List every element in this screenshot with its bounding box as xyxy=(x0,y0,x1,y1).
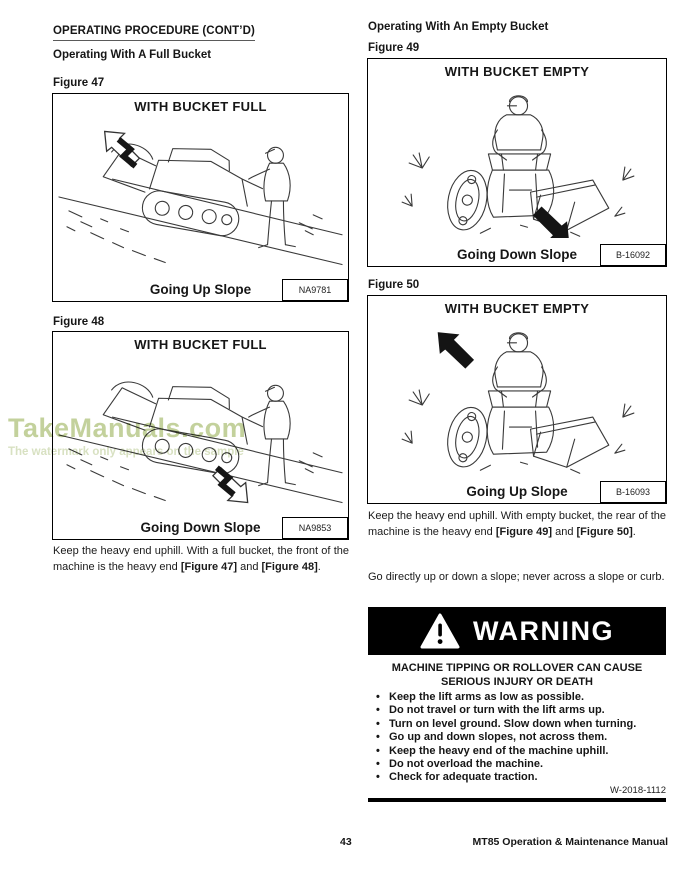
bullet-icon: • xyxy=(376,717,380,730)
warning-bullet-item: • Do not overload the machine. xyxy=(376,758,544,771)
para-text: . xyxy=(317,560,321,573)
warning-bullet-item: • Keep the heavy end of the machine uphill. xyxy=(376,744,609,757)
page-number: 43 xyxy=(340,836,352,848)
para-text: Keep the heavy end uphill. With a full bucket, the front of the machine is the heavy end xyxy=(53,545,349,573)
watermark-line1: TakeManuals.com xyxy=(8,413,247,443)
warning-bullet-item: • Check for adequate traction. xyxy=(376,771,538,784)
heading-full-bucket: Operating With A Full Bucket xyxy=(53,49,212,61)
figure49-title: WITH BUCKET EMPTY xyxy=(444,64,590,79)
figure47-title: WITH BUCKET FULL xyxy=(134,99,267,114)
warning-heading xyxy=(368,661,666,689)
para-text: . xyxy=(632,525,636,538)
figure50-code: B-16093 xyxy=(600,481,666,503)
figure49-illustration xyxy=(370,80,664,238)
figure50-label: Figure 50 xyxy=(368,279,420,291)
figure49-reference: [Figure 49] xyxy=(495,525,553,538)
figure49-label: Figure 49 xyxy=(368,42,420,54)
slope-paragraph: Go directly up or down a slope; never across a slope or curb. xyxy=(368,571,665,583)
warning-bullet-item: • Go up and down slopes, not across them. xyxy=(376,731,608,744)
bullet-icon: • xyxy=(376,744,380,757)
warning-banner xyxy=(368,607,666,655)
figure47-caption: Going Up Slope xyxy=(149,282,252,297)
warning-heading-line2: SERIOUS INJURY OR DEATH xyxy=(441,676,593,688)
heading-empty-bucket: Operating With An Empty Bucket xyxy=(368,21,549,33)
figure48-label: Figure 48 xyxy=(53,316,105,328)
figure50-box xyxy=(367,295,667,504)
warning-bottom-rule xyxy=(368,798,666,802)
section-title: OPERATING PROCEDURE (CONT’D) xyxy=(53,25,255,41)
down-slope-arrow-icon xyxy=(213,468,248,503)
warning-label: WARNING xyxy=(473,615,614,646)
figure47-reference: [Figure 47] xyxy=(180,560,238,573)
figure48-reference: [Figure 48] xyxy=(261,560,318,573)
figure48-box xyxy=(52,331,349,540)
bullet-icon: • xyxy=(376,771,380,784)
figure48-caption: Going Down Slope xyxy=(140,520,261,535)
up-slope-arrow-icon xyxy=(438,333,473,368)
figure47-box xyxy=(52,93,349,302)
warning-bullet-list xyxy=(368,691,666,785)
warning-bullet-item: • Keep the lift arms as low as possible. xyxy=(376,691,585,703)
figure49-box xyxy=(367,58,667,267)
warning-bullet-item: • Turn on level ground. Slow down when turning. xyxy=(376,717,637,730)
figure47-label: Figure 47 xyxy=(53,77,105,89)
figure49-code: B-16092 xyxy=(600,244,666,266)
bullet-icon: • xyxy=(376,731,380,744)
figure47-illustration xyxy=(55,115,346,273)
section-title-wrap xyxy=(53,21,255,41)
bullet-icon: • xyxy=(376,758,380,771)
empty-bucket-paragraph xyxy=(368,509,666,540)
figure48-title: WITH BUCKET FULL xyxy=(134,337,267,352)
up-slope-arrow-icon xyxy=(105,131,140,166)
down-slope-arrow-icon xyxy=(534,207,569,238)
footer-manual-title: MT85 Operation & Maintenance Manual xyxy=(472,836,668,848)
warning-heading-line1: MACHINE TIPPING OR ROLLOVER CAN CAUSE xyxy=(391,662,643,674)
warning-bullet-item: • Do not travel or turn with the lift arms up. xyxy=(376,704,605,717)
warning-triangle-icon xyxy=(420,613,460,649)
bullet-icon: • xyxy=(376,704,380,717)
warning-code: W-2018-1112 xyxy=(610,785,666,796)
figure50-caption: Going Up Slope xyxy=(466,484,568,499)
figure50-title: WITH BUCKET EMPTY xyxy=(444,301,590,316)
para-text: and xyxy=(237,560,262,573)
figure50-illustration xyxy=(370,317,664,475)
para-text: Keep the heavy end uphill. With empty bucket, the rear of the machine is the heavy end xyxy=(368,510,666,538)
figure50-reference: [Figure 50] xyxy=(576,525,633,538)
full-bucket-paragraph xyxy=(53,544,349,575)
figure48-code: NA9853 xyxy=(282,517,348,539)
figure49-caption: Going Down Slope xyxy=(457,247,577,262)
figure48-illustration xyxy=(55,353,346,511)
para-text: and xyxy=(552,525,577,538)
bullet-icon: • xyxy=(376,691,380,703)
watermark-line2: The watermark only appears on the sample xyxy=(8,446,244,458)
figure47-code: NA9781 xyxy=(282,279,348,301)
